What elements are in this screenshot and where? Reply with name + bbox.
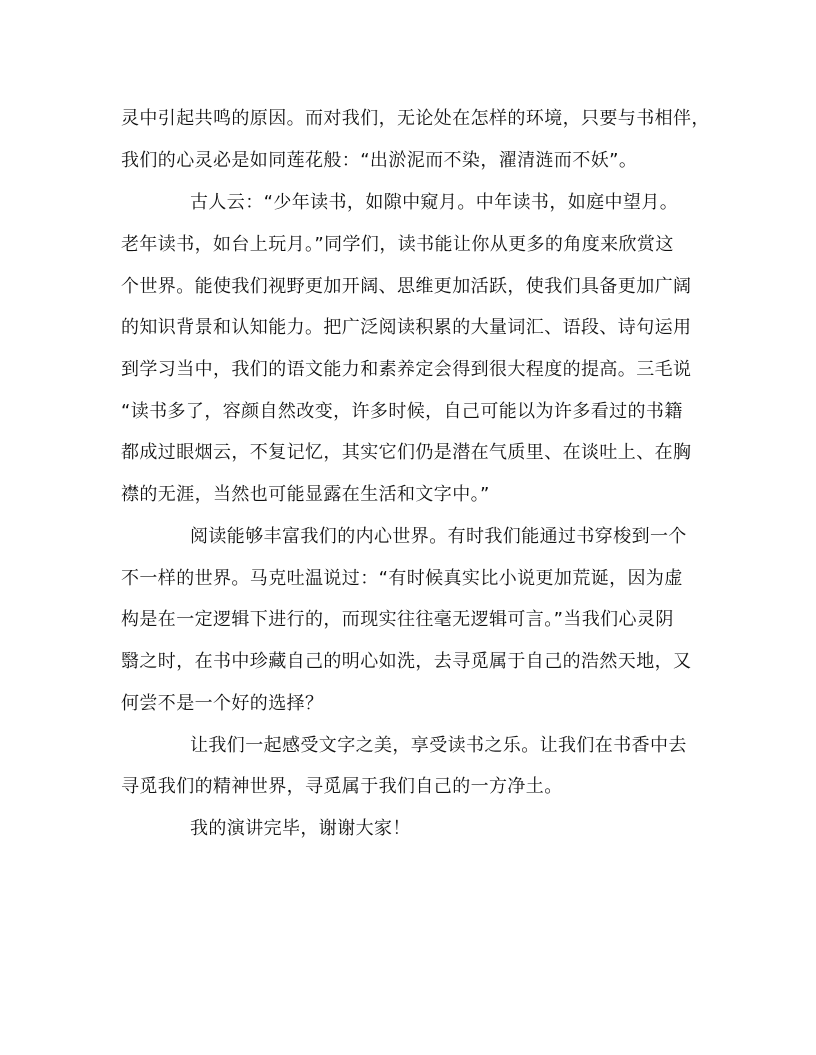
paragraph-2-line-4: 的知识背景和认知能力。把广泛阅读积累的大量词汇、语段、诗句运用 <box>121 317 692 338</box>
paragraph-3-line-5: 何尝不是一个好的选择？ <box>121 693 324 714</box>
paragraph-1-line-1: 灵中引起共鸣的原因。而对我们，无论处在怎样的环境，只要与书相伴， <box>121 108 710 129</box>
paragraph-2-line-2: 老年读书，如台上玩月。”同学们，读书能让你从更多的角度来欣赏这 <box>121 234 674 255</box>
paragraph-3-line-4: 翳之时，在书中珍藏自己的明心如洗，去寻觅属于自己的浩然天地，又 <box>121 651 692 672</box>
closing-line: 我的演讲完毕，谢谢大家！ <box>190 818 411 839</box>
paragraph-2-line-7: 都成过眼烟云，不复记忆，其实它们仍是潜在气质里、在谈吐上、在胸 <box>121 442 692 463</box>
paragraph-2-line-3: 个世界。能使我们视野更加开阔、思维更加活跃，使我们具备更加广阔 <box>121 276 692 297</box>
paragraph-1-line-2: 我们的心灵必是如同莲花般：“出淤泥而不染，濯清涟而不妖”。 <box>121 150 638 171</box>
paragraph-4-line-2: 寻觅我们的精神世界，寻觅属于我们自己的一方净土。 <box>121 776 563 797</box>
paragraph-3-line-3: 构是在一定逻辑下进行的，而现实往往毫无逻辑可言。”当我们心灵阴 <box>121 609 674 630</box>
paragraph-2-line-6: “读书多了，容颜自然改变，许多时候，自己可能以为许多看过的书籍 <box>121 401 683 422</box>
paragraph-3-line-1: 阅读能够丰富我们的内心世界。有时我们能通过书穿梭到一个 <box>190 526 687 547</box>
paragraph-2-line-5: 到学习当中，我们的语文能力和素养定会得到很大程度的提高。三毛说 <box>121 359 692 380</box>
paragraph-4-line-1: 让我们一起感受文字之美，享受读书之乐。让我们在书香中去 <box>190 735 687 756</box>
paragraph-3-line-2: 不一样的世界。马克吐温说过：“有时候真实比小说更加荒诞，因为虚 <box>121 568 683 589</box>
paragraph-2-line-8: 襟的无涯，当然也可能显露在生活和文字中。” <box>121 484 490 505</box>
paragraph-2-line-1: 古人云：“少年读书，如隙中窥月。中年读书，如庭中望月。 <box>190 192 679 213</box>
